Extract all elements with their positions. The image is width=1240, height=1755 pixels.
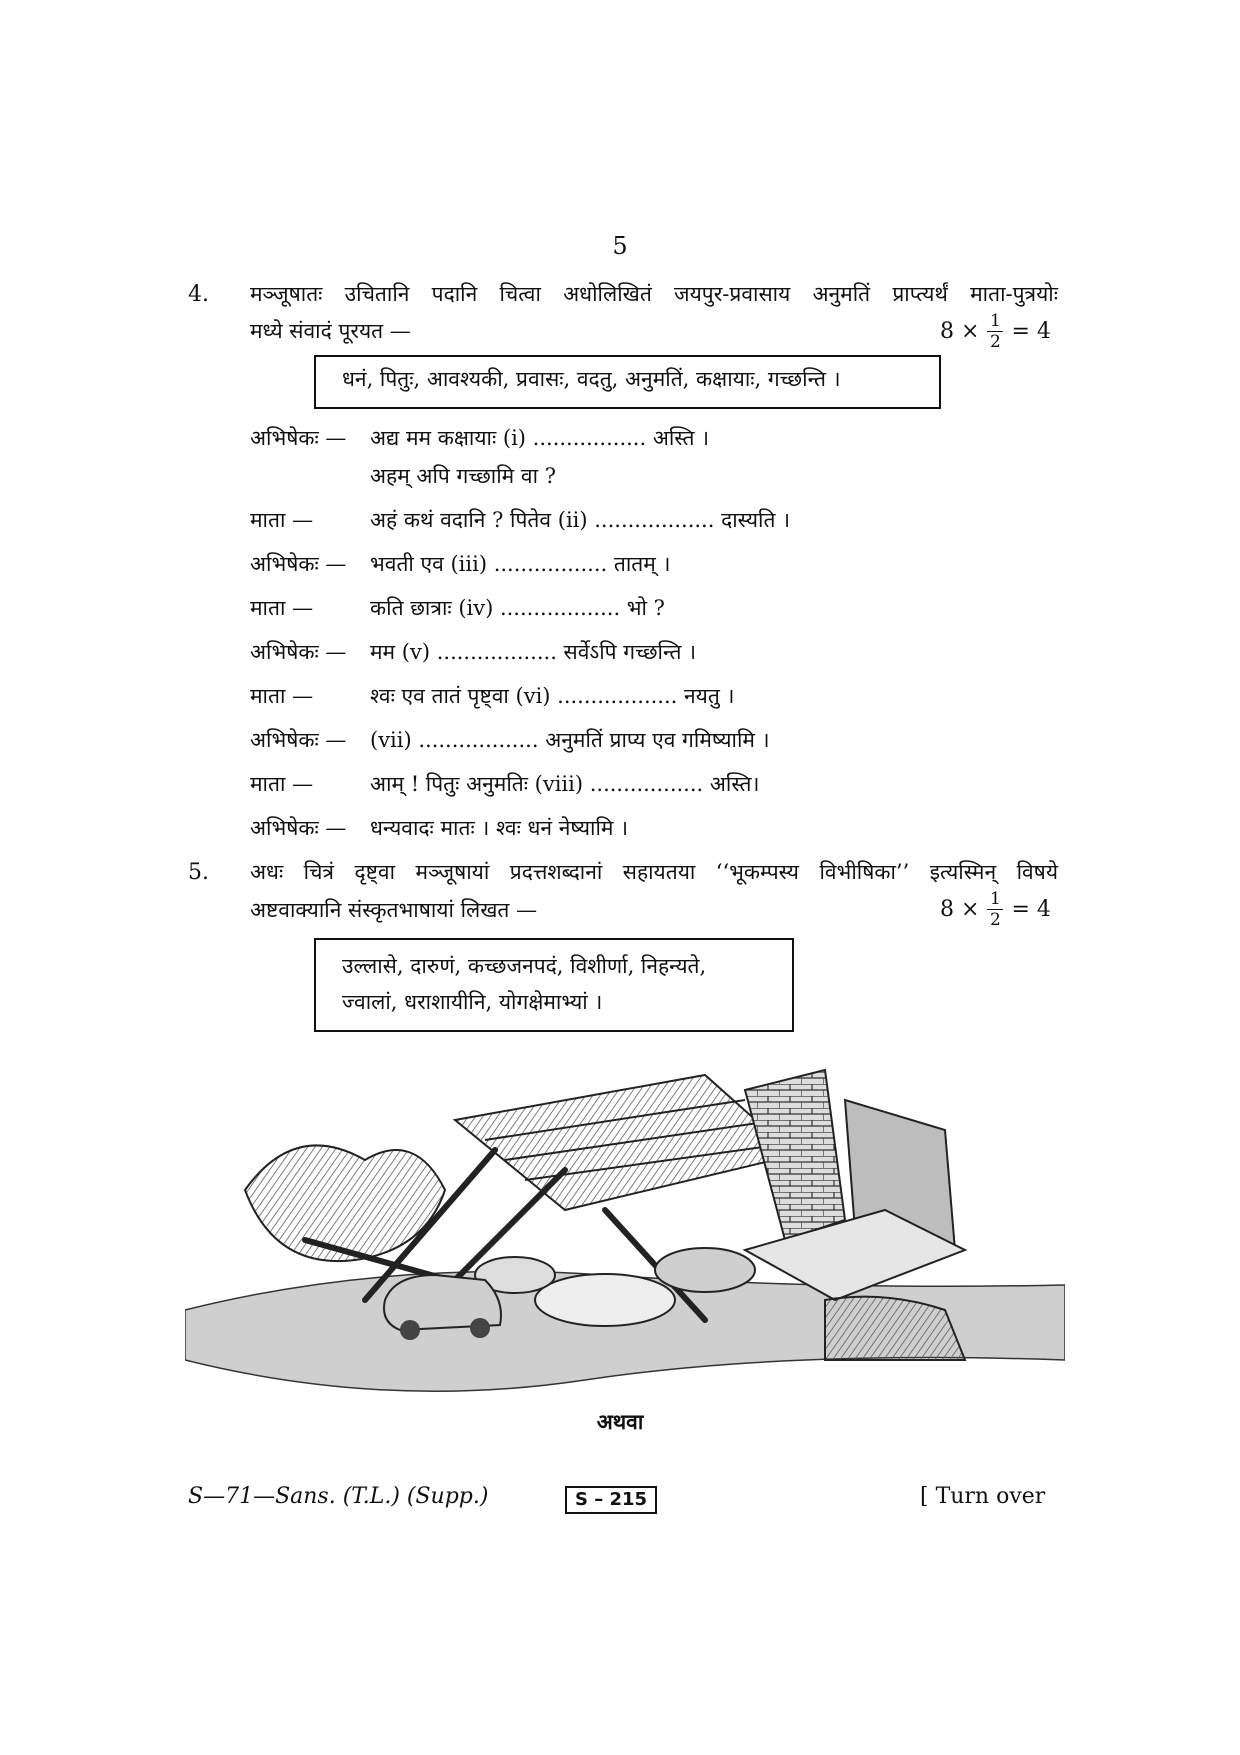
dialogue-line: आम् ! पितुः अनुमतिः (viii) ................. अस्ति।	[370, 772, 760, 796]
q4-marks-fraction	[987, 312, 1003, 351]
dialogue-line: भवती एव (iii) ................. तातम् ।	[370, 552, 671, 576]
dialogue-speaker: माता —	[250, 772, 314, 796]
dialogue-speaker: अभिषेकः —	[250, 728, 347, 752]
dialogue-speaker: माता —	[250, 508, 314, 532]
q5-number: 5.	[188, 860, 209, 885]
q5-marks	[940, 890, 1051, 929]
turn-over: [ Turn over	[920, 1484, 1046, 1509]
dialogue-line: धन्यवादः मातः । श्वः धनं नेष्यामि ।	[370, 816, 629, 840]
q4-instruction-line2: मध्ये संवादं पूरयत —	[250, 319, 411, 343]
q4-word-box-text: धनं, पितुः, आवश्यकी, प्रवासः, वदतु, अनुमतिं, कक्षायाः, गच्छन्ति ।	[342, 367, 841, 391]
dialogue-line: मम (v) .................. सर्वेऽपि गच्छन्ति ।	[370, 640, 697, 664]
page-number: 5	[612, 232, 628, 260]
footer-code: S – 215	[565, 1486, 657, 1514]
q4-word-box	[314, 355, 941, 409]
q4-marks	[940, 312, 1051, 351]
or-label: अथवा	[596, 1409, 644, 1434]
q5-frac-num: 1	[990, 889, 1001, 909]
q4-frac-num: 1	[990, 311, 1001, 331]
dialogue-speaker: अभिषेकः —	[250, 640, 347, 664]
rubble-drawing	[185, 1060, 1065, 1400]
q4-marks-right: = 4	[1011, 319, 1051, 344]
q5-instruction-line2: अष्टवाक्यानि संस्कृतभाषायां लिखत —	[250, 898, 538, 922]
dialogue-speaker: अभिषेकः —	[250, 552, 347, 576]
dialogue-line: कति छात्राः (iv) .................. भो ?	[370, 596, 665, 620]
dialogue-speaker: अभिषेकः —	[250, 816, 347, 840]
dialogue-speaker: अभिषेकः —	[250, 426, 347, 450]
q5-marks-right: = 4	[1011, 897, 1051, 922]
q5-word-box-line1: उल्लासे, दारुणं, कच्छजनपदं, विशीर्णा, निहन्यते,	[342, 954, 707, 978]
q5-marks-left: 8 ×	[940, 897, 980, 922]
dialogue-line: अहं कथं वदानि ? पितेव (ii) .................. दास्यति ।	[370, 508, 791, 532]
dialogue-line: (vii) .................. अनुमतिं प्राप्य एव गमिष्यामि ।	[370, 728, 770, 752]
footer-left: S—71—Sans. (T.L.) (Supp.)	[188, 1484, 489, 1509]
dialogue-line: अहम् अपि गच्छामि वा ?	[370, 464, 556, 488]
q4-number: 4.	[188, 282, 209, 307]
q4-frac-den: 2	[990, 332, 1001, 352]
q5-instruction-line1: अधः चित्रं दृष्ट्वा मञ्जूषायां प्रदत्तशब्दानां सहायतया ‘‘भूकम्पस्य विभीषिका’’ इत्यस्मिन् विषये	[250, 860, 1058, 884]
q4-marks-left: 8 ×	[940, 319, 980, 344]
q5-word-box-line2: ज्वालां, धराशायीनि, योगक्षेमाभ्यां ।	[342, 990, 603, 1014]
dialogue-speaker: माता —	[250, 684, 314, 708]
q5-marks-fraction	[987, 890, 1003, 929]
dialogue-line: अद्य मम कक्षायाः (i) ................. अस्ति ।	[370, 426, 710, 450]
dialogue-line: श्वः एव तातं पृष्ट्वा (vi) .................. नयतु ।	[370, 684, 735, 708]
q4-instruction-line1: मञ्जूषातः उचितानि पदानि चित्वा अधोलिखितं जयपुर-प्रवासाय अनुमतिं प्राप्त्यर्थं माता-पुत्रयोः	[250, 282, 1058, 306]
q5-word-box	[314, 938, 794, 1032]
dialogue-speaker: माता —	[250, 596, 314, 620]
q5-frac-den: 2	[990, 910, 1001, 930]
earthquake-illustration	[185, 1060, 1065, 1400]
